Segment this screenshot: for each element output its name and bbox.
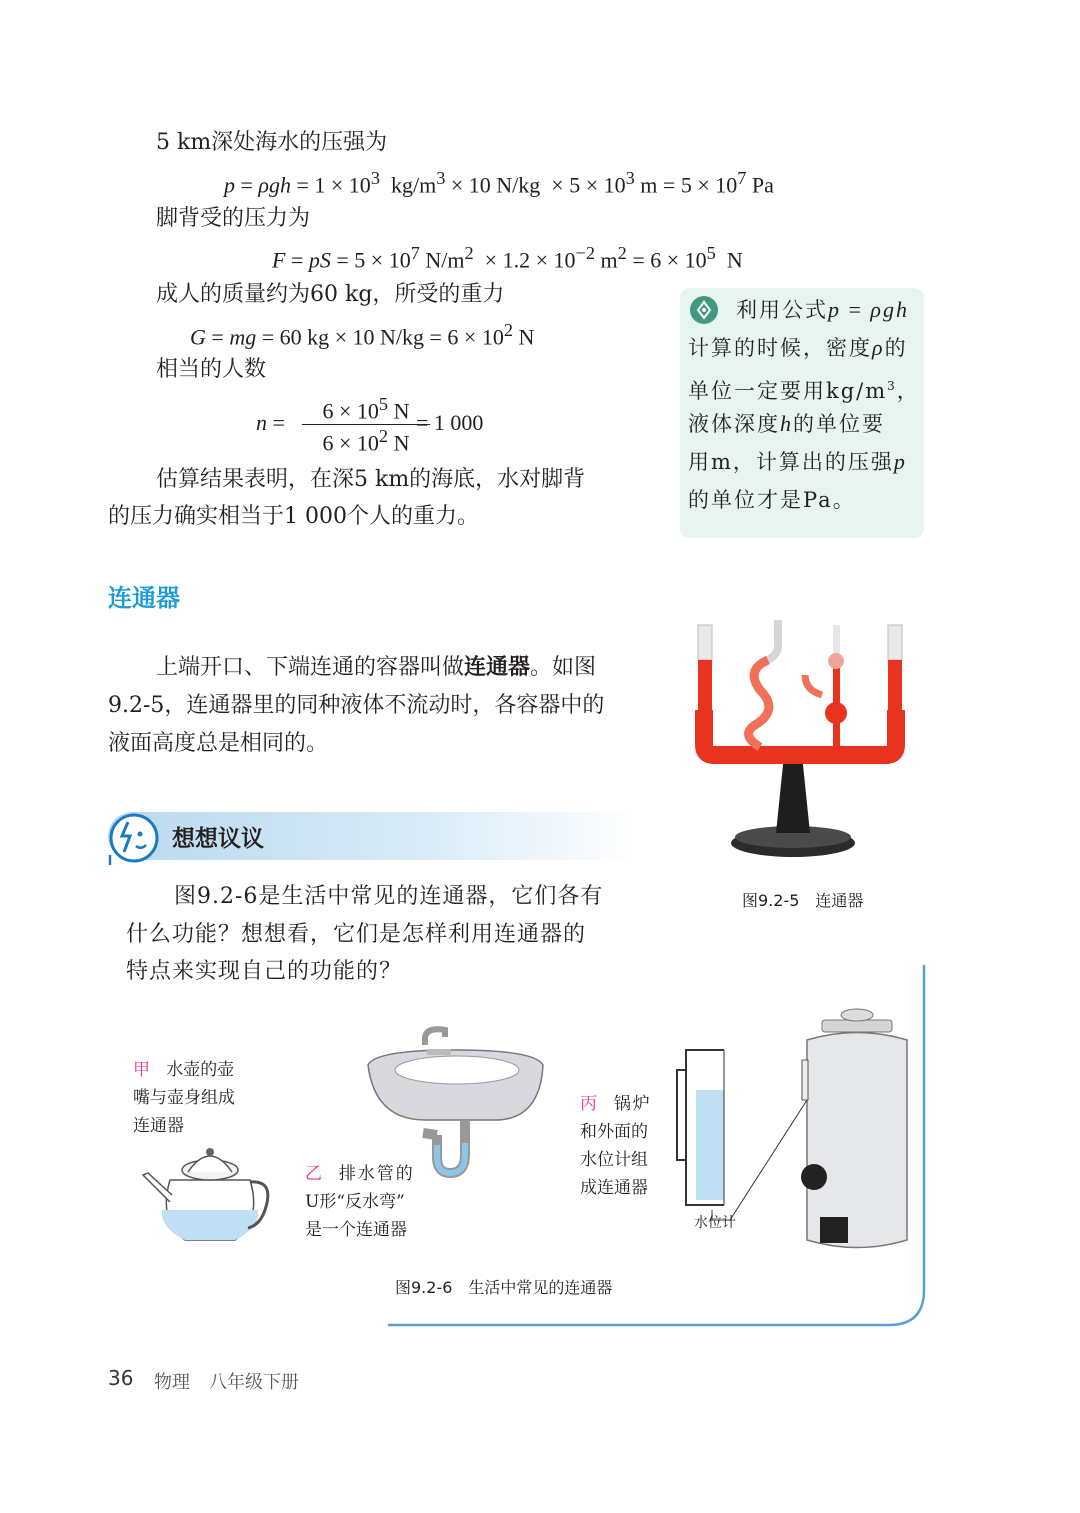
label-jia: 嘴与壶身组成 (133, 1088, 235, 1108)
tip-text: 液体深度 (688, 412, 780, 436)
tip-text: 的 (884, 336, 908, 360)
label-bing: 成连通器 (580, 1178, 648, 1198)
label-jia: 甲 水壶的壶 (133, 1060, 235, 1080)
figure-caption: 图9.2-6 生活中常见的连通器 (395, 1278, 613, 1297)
text-line: 9.2-5，连通器里的同种液体不流动时，各容器中的 (108, 693, 605, 718)
section-heading: 连通器 (108, 584, 180, 612)
footer-subject: 物理 (154, 1372, 190, 1393)
equation-weight: G = mg = 60 kg × 10 $N/kg = 6 \times 10^2$ N (190, 320, 535, 350)
label-yi: 是一个连通器 (305, 1220, 407, 1240)
figure-caption: 图9.2-5 连通器 (742, 891, 864, 910)
text-line: 成人的质量约为60 kg，所受的重力 (156, 282, 505, 307)
tip-text: 利用公式 (736, 298, 828, 322)
text-line: 的压力确实相当于1 000个人的重力。 (108, 504, 479, 529)
tip-text: 的单位才是Pa。 (688, 488, 856, 512)
label-jia: 连通器 (133, 1116, 184, 1136)
discussion-title: 想想议议 (172, 826, 264, 852)
label-yi: 乙 排水管的 (305, 1164, 415, 1184)
text-line: 5 km深处海水的压强为 (156, 130, 388, 155)
tip-text: 单位一定要用kg/m (688, 379, 888, 403)
text-line: 相当的人数 (156, 357, 267, 382)
text-line: 特点来实现自己的功能的？ (126, 959, 403, 984)
text-line: 脚背受的压力为 (156, 206, 311, 231)
tip-box: 利用公式p = ρgh 计算的时候，密度ρ的 单位一定要用$kg/m^3$， 液体深度h的单位要 用m，计算出的压强p 的单位才是Pa。 (680, 288, 924, 538)
connected-vessels-figure (690, 615, 930, 870)
equation-pressure: $p = \rho gh = 1 \times 10^3$ $kg/m^3 \times 10$ $N/kg \times 5 \times 10^3$ $m = 5 \times 10^7$ Pa (224, 168, 774, 198)
equation-ratio: n = $6 \times 10^5$ N $6 \times 10^2$ N = 1 000 (256, 394, 484, 456)
label-bing: 丙 锅炉 (580, 1094, 652, 1114)
text-line: 估算结果表明，在深5 km的海底，水对脚背 (156, 467, 586, 492)
label-bing: 水位计组 (580, 1150, 648, 1170)
pen-nib-icon (690, 296, 718, 324)
text-line: 什么功能？想想看，它们是怎样利用连通器的 (126, 922, 587, 947)
text-line: 图9.2-6是生活中常见的连通器，它们各有 (174, 884, 604, 909)
text-line: 液面高度总是相同的。 (108, 731, 329, 756)
term-bold: 连通器 (464, 655, 531, 680)
footer-grade: 八年级下册 (209, 1372, 299, 1393)
tip-text: 计算的时候，密度 (688, 336, 872, 360)
page-number: 36 (108, 1366, 134, 1390)
tip-text: ， (896, 379, 920, 403)
tip-text: 的单位要 (793, 412, 885, 436)
text-line: 上端开口、下端连通的容器叫做连通器。如图 (156, 655, 597, 680)
label-yi: U形“反水弯” (305, 1192, 405, 1212)
tip-text: 用m，计算出的压强 (688, 450, 894, 474)
equation-force: F = pS = $5 \times 10^7$ $N/m^2 \times 1.2 \times 10^{-2}$ $m^2 = 6 \times 10^5$ N (272, 243, 743, 273)
gauge-label: 水位计 (694, 1215, 736, 1231)
kettle-illustration (140, 1140, 270, 1250)
label-bing: 和外面的 (580, 1122, 648, 1142)
